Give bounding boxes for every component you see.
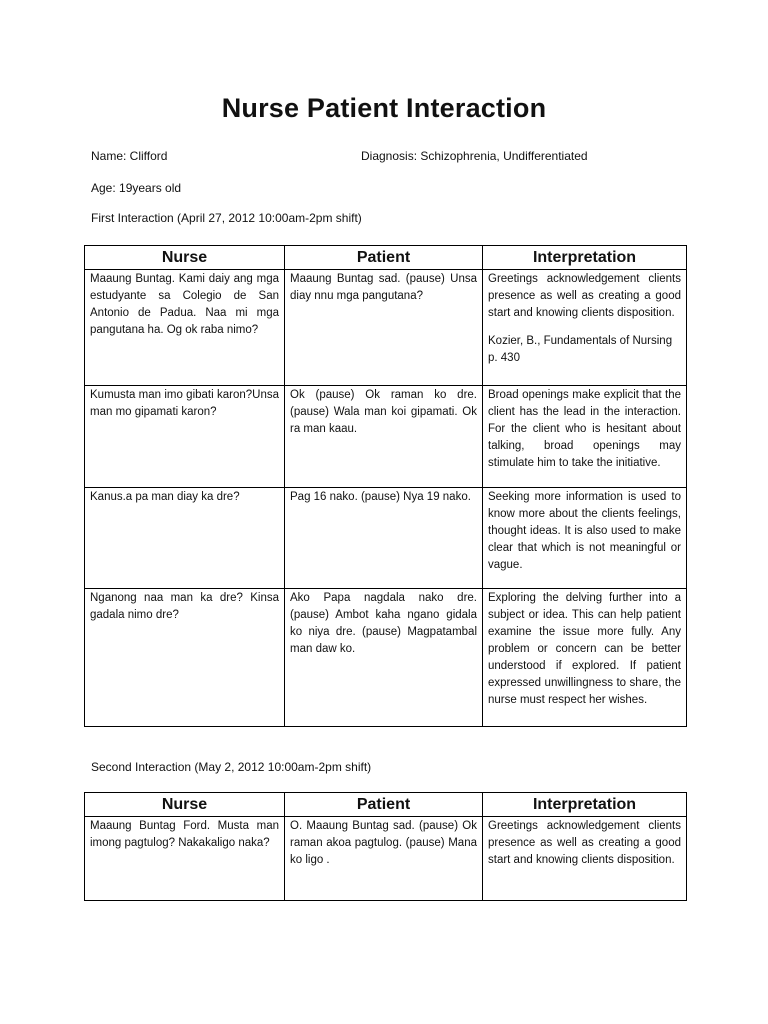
patient-response: Ako Papa nagdala nako dre. (pause) Ambot kaha ngano gidala ko niya dre. (pause) Magpatambal man daw ko.: [285, 589, 483, 727]
first-interaction-heading: First Interaction (April 27, 2012 10:00am-2pm shift): [91, 211, 362, 225]
table-header-row: [85, 793, 687, 817]
table-row: [85, 817, 687, 901]
interpretation-text: Greetings acknowledgement clients presence as well as creating a good start and knowing clients disposition.: [483, 817, 687, 901]
patient-name: Name: Clifford: [91, 149, 168, 163]
nurse-statement: Maaung Buntag. Kami daiy ang mga estudyante sa Colegio de San Antonio de Padua. Naa mi mga pangutana ha. Og ok raba nimo?: [85, 270, 285, 386]
patient-column-header: Patient: [285, 793, 483, 817]
nurse-statement: Kanus.a pa man diay ka dre?: [85, 488, 285, 589]
page-title: Nurse Patient Interaction: [221, 93, 547, 123]
interpretation-column-header: Interpretation: [483, 246, 687, 270]
patient-diagnosis: Diagnosis: Schizophrenia, Undifferentiated: [361, 149, 588, 163]
patient-column-header: Patient: [285, 246, 483, 270]
patient-response: Maaung Buntag sad. (pause) Unsa diay nnu mga pangutana?: [285, 270, 483, 386]
nurse-statement: Kumusta man imo gibati karon?Unsa man mo gipamati karon?: [85, 386, 285, 488]
first-interaction-table: [84, 245, 687, 727]
interpretation-text: Exploring the delving further into a subject or idea. This can help patient examine the issue more fully. Any problem or concern can be better understood if explored. If patient expressed unwillingness to share, the nurse must respect her wishes.: [483, 589, 687, 727]
patient-age: Age: 19years old: [91, 181, 182, 195]
second-interaction-table: [84, 792, 687, 901]
table-row: [85, 270, 687, 386]
interpretation-column-header: Interpretation: [483, 793, 687, 817]
reference-citation: Kozier, B., Fundamentals of Nursing p. 430: [488, 335, 673, 364]
interpretation-text: Broad openings make explicit that the client has the lead in the interaction. For the client who is hesitant about talking, broad openings may stimulate him to take the initiative.: [483, 386, 687, 488]
nurse-column-header: Nurse: [85, 793, 285, 817]
table-row: [85, 386, 687, 488]
interpretation-text: Greetings acknowledgement clients presence as well as creating a good start and knowing clients disposition.: [488, 273, 681, 319]
interpretation-text: Seeking more information is used to know more about the clients feelings, thought ideas. It is also used to make clear that which is not meaningful or vague.: [483, 488, 687, 589]
second-interaction-heading: Second Interaction (May 2, 2012 10:00am-2pm shift): [91, 760, 372, 774]
nurse-column-header: Nurse: [85, 246, 285, 270]
table-header-row: [85, 246, 687, 270]
table-row: [85, 589, 687, 727]
patient-response: Pag 16 nako. (pause) Nya 19 nako.: [285, 488, 483, 589]
patient-response: O. Maaung Buntag sad. (pause) Ok raman akoa pagtulog. (pause) Mana ko ligo .: [285, 817, 483, 901]
nurse-statement: Maaung Buntag Ford. Musta man imong pagtulog? Nakakaligo naka?: [85, 817, 285, 901]
patient-response: Ok (pause) Ok raman ko dre. (pause) Wala man koi gipamati. Ok ra man kaau.: [285, 386, 483, 488]
nurse-statement: Nganong naa man ka dre? Kinsa gadala nimo dre?: [85, 589, 285, 727]
table-row: [85, 488, 687, 589]
interpretation-cell: [483, 270, 687, 386]
